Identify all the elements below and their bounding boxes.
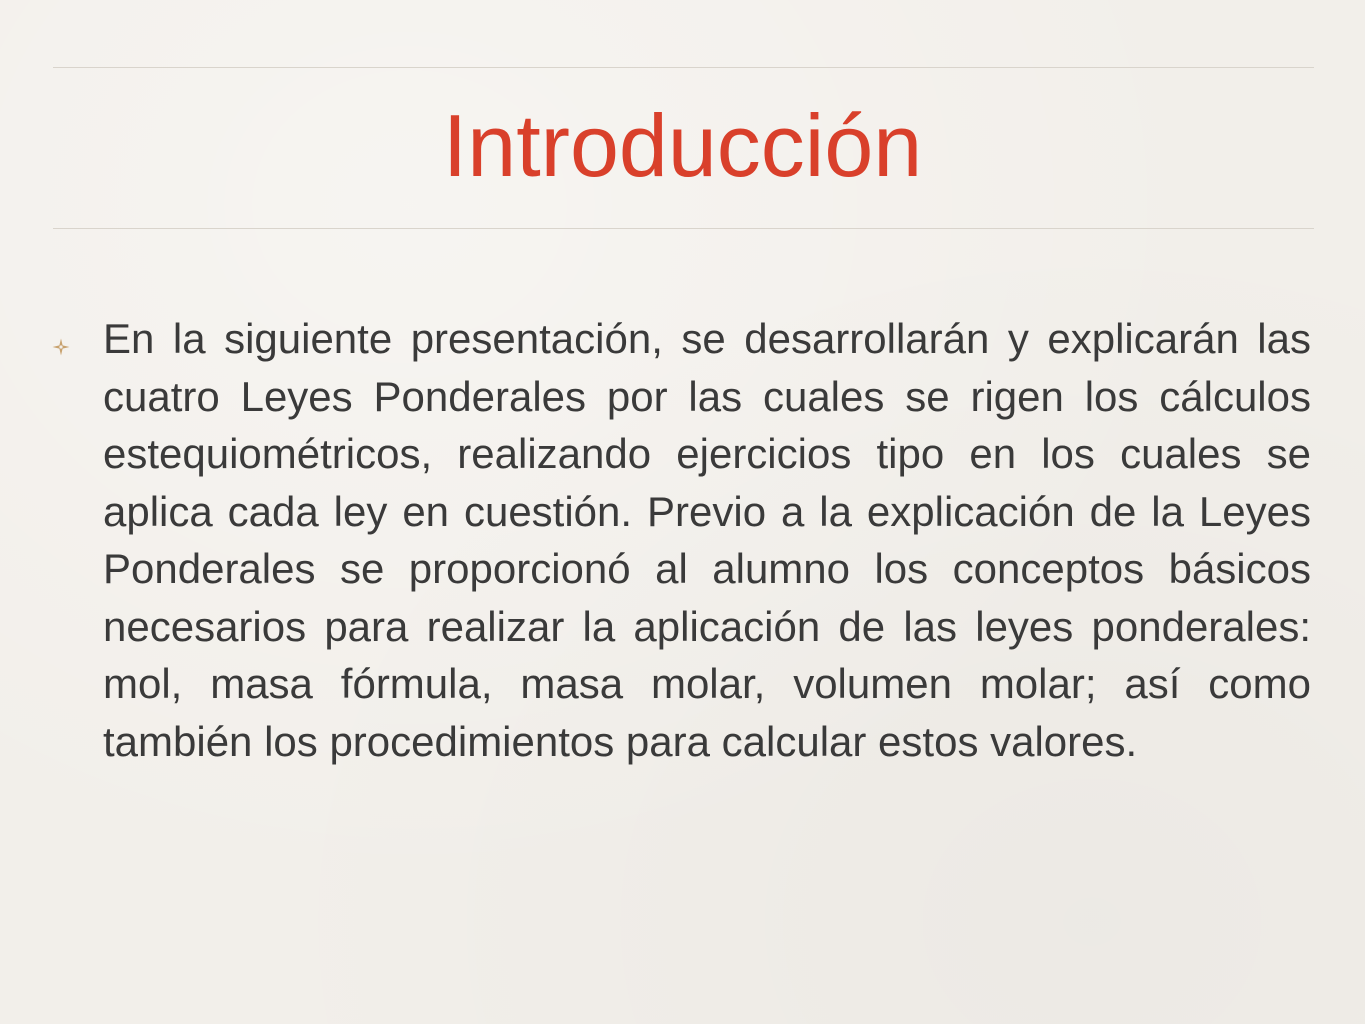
bullet-text: En la siguiente presentación, se desarrollarán y explicarán las cuatro Leyes Ponderales por las cuales se rigen los cálculos estequiométricos, realizando ejercicios tipo en los cuales se aplica cada ley en cuestión. Previo a la explicación de la Leyes Ponderales se proporcionó al alumno los conceptos básicos necesarios para realizar la aplicación de las leyes ponderales: mol, masa fórmula, masa molar, volumen molar; así como también los procedimientos para calcular estos valores. xyxy=(103,315,1311,765)
slide-title: Introducción xyxy=(442,96,923,195)
title-top-rule xyxy=(53,67,1314,68)
four-point-star-icon xyxy=(52,338,70,356)
title-bottom-rule xyxy=(53,228,1314,229)
